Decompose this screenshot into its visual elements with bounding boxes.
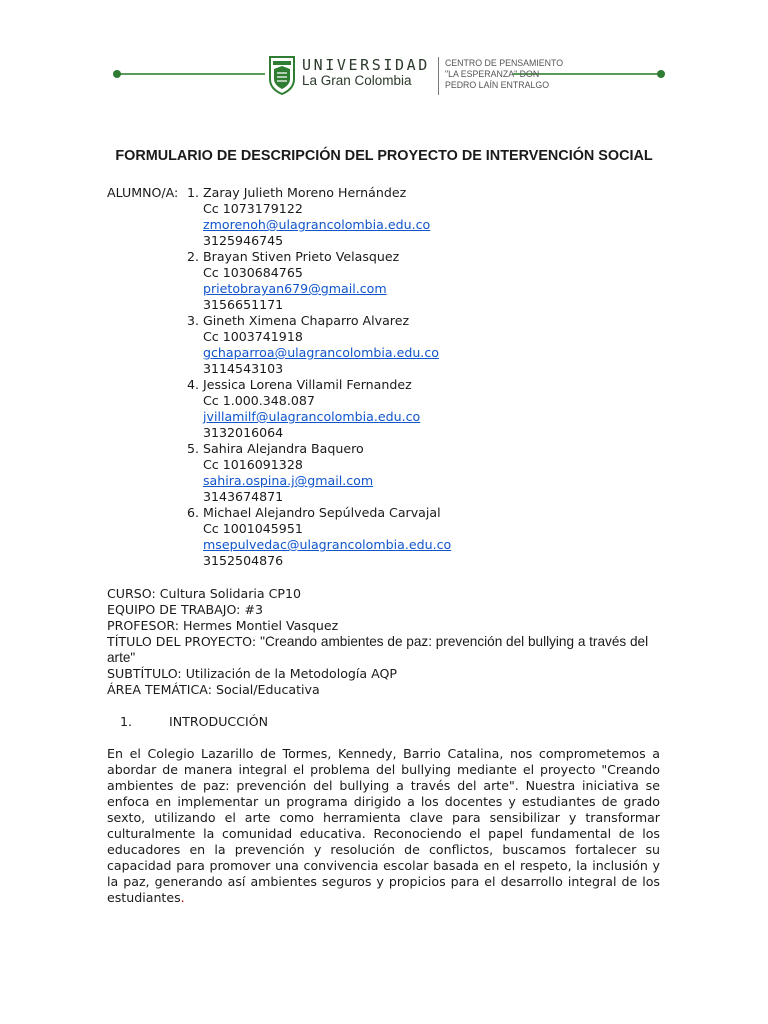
equipo-value: #3: [244, 602, 264, 617]
student-name: Sahira Alejandra Baquero: [203, 441, 364, 456]
curso-label: CURSO:: [107, 586, 156, 601]
centro-line-3: PEDRO LAÍN ENTRALGO: [444, 80, 550, 90]
student-number: 3.: [187, 313, 200, 328]
profesor-row: [107, 618, 662, 634]
profesor-label: PROFESOR:: [107, 618, 179, 633]
student-number: 6.: [187, 505, 200, 520]
document-title: FORMULARIO DE DESCRIPCIÓN DEL PROYECTO DE INTERVENCIÓN SOCIAL: [115, 148, 653, 164]
header-divider-left: [117, 73, 265, 75]
area-label: ÁREA TEMÁTICA:: [107, 682, 212, 697]
equipo-row: [107, 602, 662, 618]
curso-value: Cultura Solidaria CP10: [159, 586, 302, 601]
student-email-link[interactable]: msepulvedac@ulagrancolombia.edu.co: [203, 537, 452, 552]
equipo-label: EQUIPO DE TRABAJO:: [107, 602, 241, 617]
intro-paragraph: [107, 746, 660, 906]
project-meta: [107, 586, 662, 698]
student-phone: 3152504876: [203, 553, 284, 568]
student-phone: 3132016064: [203, 425, 284, 440]
university-name: UNIVERSIDAD: [302, 56, 430, 74]
student-name: Brayan Stiven Prieto Velasquez: [203, 249, 400, 264]
student-number: 2.: [187, 249, 200, 264]
subtitulo-value: Utilización de la Metodología AQP: [185, 666, 398, 681]
student-number: 4.: [187, 377, 200, 392]
students-label: ALUMNO/A:: [107, 185, 179, 200]
student-name: Gineth Ximena Chaparro Alvarez: [203, 313, 410, 328]
student-name: Michael Alejandro Sepúlveda Carvajal: [203, 505, 441, 520]
student-phone: 3143674871: [203, 489, 284, 504]
student-email-link[interactable]: zmorenoh@ulagrancolombia.edu.co: [203, 217, 431, 232]
university-subname: La Gran Colombia: [302, 73, 412, 88]
student-name: Jessica Lorena Villamil Fernandez: [203, 377, 412, 392]
header-dot-right: [657, 70, 665, 78]
student-name: Zaray Julieth Moreno Hernández: [203, 185, 407, 200]
logo-separator: [438, 57, 439, 95]
students-list: [107, 185, 451, 569]
intro-title: INTRODUCCIÓN: [169, 714, 269, 729]
centro-line-1: CENTRO DE PENSAMIENTO: [444, 58, 564, 68]
subtitulo-label: SUBTÍTULO:: [107, 666, 182, 681]
intro-text: En el Colegio Lazarillo de Tormes, Kennedy, Barrio Catalina, nos comprometemos a abordar de manera integral el problema del bullying mediante el proyecto "Creando ambientes de paz: prevención del bullying a través del arte". Nuestra iniciativa se enfoca en implementar un programa dirigido a los docentes y estudiantes de grado sexto, utilizando el arte como herramienta clave para sensibilizar y transformar culturalmente la comunidad educativa. Reconociendo el papel fundamental de los educadores en la prevención y resolución de conflictos, buscamos fortalecer su capacidad para promover una convivencia escolar basada en el respeto, la inclusión y la paz, generando así ambientes seguros y propicios para el desarrollo integral de los estudiantes: [107, 746, 660, 905]
university-logo: [268, 55, 563, 95]
subtitulo-row: [107, 666, 662, 682]
titulo-row: [107, 634, 662, 666]
area-row: [107, 682, 662, 698]
intro-number: 1.: [120, 714, 133, 729]
student-phone: 3114543103: [203, 361, 284, 376]
university-crest-icon: [268, 55, 296, 95]
student-cc: Cc 1073179122: [203, 201, 303, 216]
student-cc: Cc 1.000.348.087: [203, 393, 315, 408]
student-cc: Cc 1001045951: [203, 521, 303, 536]
profesor-value: Hermes Montiel Vasquez: [183, 618, 339, 633]
centro-text: [445, 58, 563, 91]
student-cc: Cc 1003741918: [203, 329, 303, 344]
student-email-link[interactable]: jvillamilf@ulagrancolombia.edu.co: [203, 409, 421, 424]
student-phone: 3125946745: [203, 233, 284, 248]
student-number: 1.: [187, 185, 200, 200]
student-email-link[interactable]: sahira.ospina.j@gmail.com: [203, 473, 374, 488]
student-email-link[interactable]: gchaparroa@ulagrancolombia.edu.co: [203, 345, 439, 360]
centro-line-2: "LA ESPERANZA" DON: [444, 69, 540, 79]
area-value: Social/Educativa: [215, 682, 320, 697]
curso-row: [107, 586, 662, 602]
header-dot-left: [113, 70, 121, 78]
intro-end-mark: .: [180, 890, 185, 905]
student-cc: Cc 1030684765: [203, 265, 303, 280]
student-email-link[interactable]: prietobrayan679@gmail.com: [203, 281, 387, 296]
student-number: 5.: [187, 441, 200, 456]
titulo-value: "Creando ambientes de paz: prevención del bullying a través del arte": [107, 634, 649, 665]
student-phone: 3156651171: [203, 297, 284, 312]
student-cc: Cc 1016091328: [203, 457, 303, 472]
titulo-label: TÍTULO DEL PROYECTO:: [107, 634, 257, 649]
intro-heading: [120, 714, 268, 730]
student-1-name-row: [107, 185, 451, 201]
